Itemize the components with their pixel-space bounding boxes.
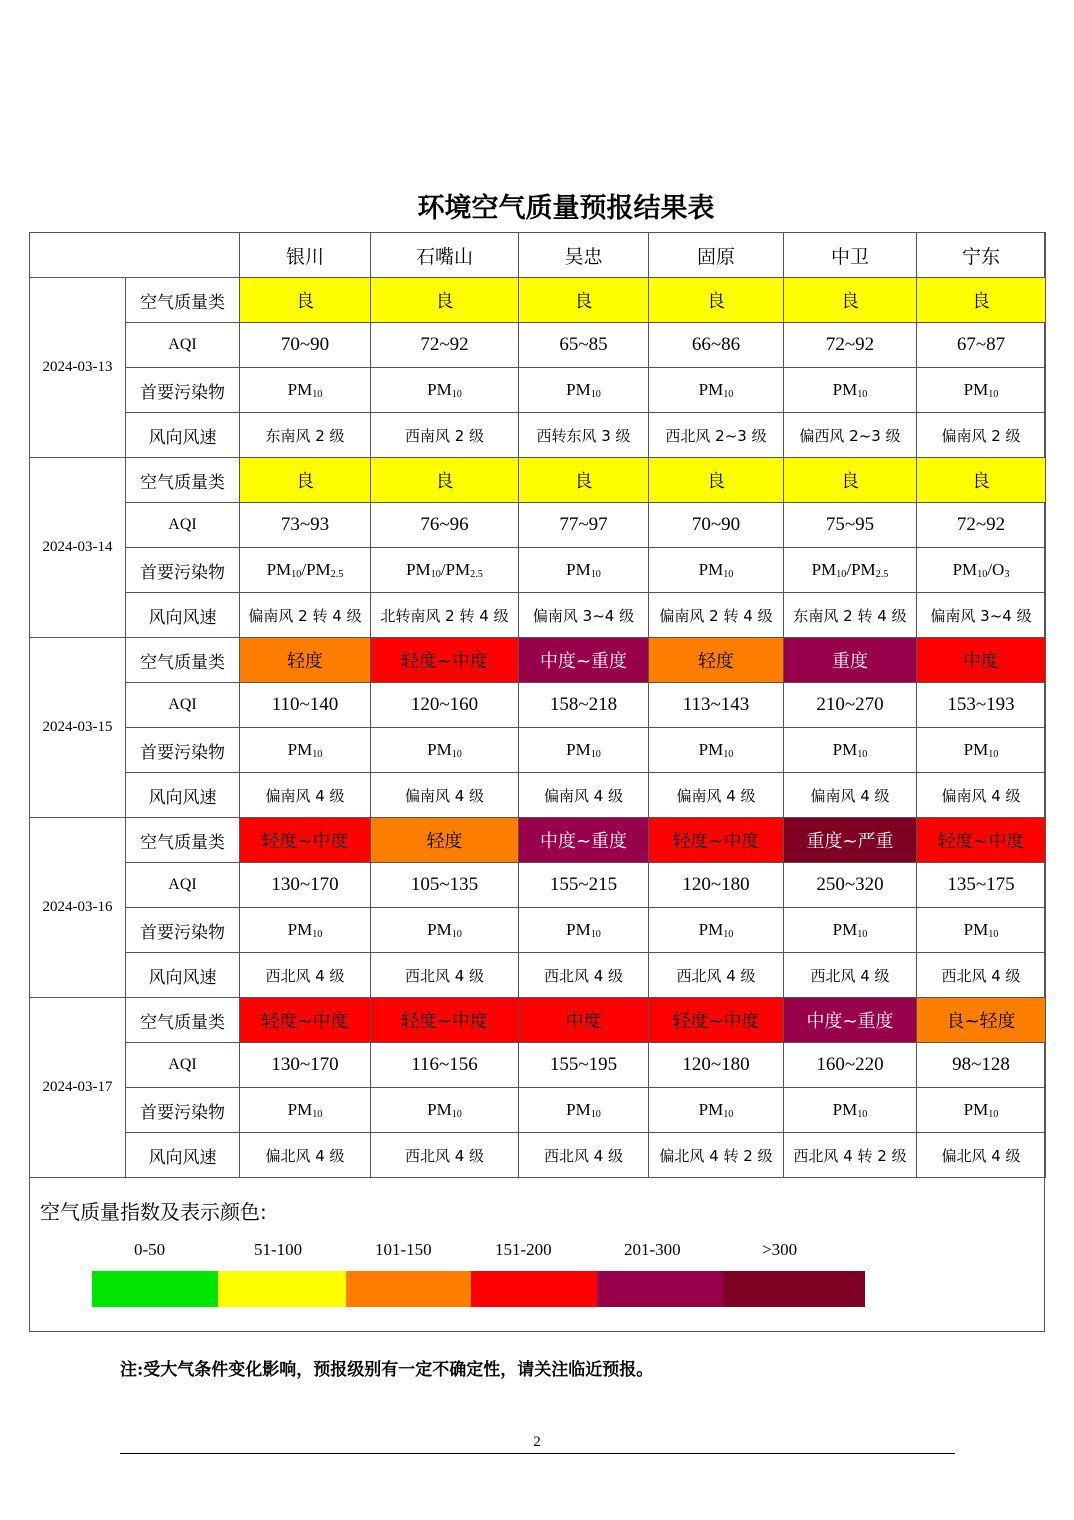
quality-cell: 轻度~中度	[371, 638, 519, 683]
pollutant-name: PM	[698, 560, 724, 579]
quality-cell: 良	[371, 278, 519, 323]
forecast-date: 2024-03-17	[30, 998, 126, 1178]
pollutant-cell	[371, 1088, 519, 1133]
page-number: 2	[533, 1434, 541, 1450]
pollutant-subscript: 2.5	[330, 569, 344, 581]
pollutant-subscript: 10	[430, 569, 441, 581]
pollutant-cell	[519, 368, 649, 413]
row-label-pollutant: 首要污染物	[126, 728, 240, 773]
pollutant-name: PM	[427, 920, 452, 939]
pollutant-cell	[649, 368, 784, 413]
aqi-cell: 72~92	[917, 503, 1046, 548]
pollutant-name: PM	[287, 380, 313, 399]
aqi-cell: 110~140	[240, 683, 371, 728]
quality-cell: 良	[784, 458, 917, 503]
aqi-cell: 98~128	[917, 1043, 1046, 1088]
pollutant-cell	[519, 728, 649, 773]
city-header: 银川	[240, 233, 371, 278]
quality-cell: 中度~重度	[784, 998, 917, 1043]
pollutant-name: PM	[698, 1100, 724, 1119]
row-label-aqi: AQI	[126, 503, 240, 548]
pollutant-cell	[519, 908, 649, 953]
pollutant-name: /PM	[440, 560, 471, 579]
pollutant-name: PM	[832, 920, 858, 939]
pollutant-subscript: 10	[312, 929, 323, 941]
aqi-cell: 76~96	[371, 503, 519, 548]
aqi-cell: 158~218	[519, 683, 649, 728]
legend-range-label: >300	[762, 1240, 798, 1259]
pollutant-name: PM	[952, 560, 978, 579]
pollutant-subscript: 10	[590, 569, 601, 581]
quality-cell: 轻度~中度	[240, 818, 371, 863]
row-label-pollutant: 首要污染物	[126, 1088, 240, 1133]
legend-title: 空气质量指数及表示颜色:	[40, 1200, 267, 1224]
city-header: 中卫	[784, 233, 917, 278]
pollutant-name: PM	[698, 740, 724, 759]
wind-cell: 偏南风 4 级	[784, 773, 917, 818]
pollutant-name: PM	[427, 1100, 452, 1119]
row-label-aqi: AQI	[126, 323, 240, 368]
pollutant-cell	[649, 1088, 784, 1133]
aqi-cell: 135~175	[917, 863, 1046, 908]
pollutant-name: PM	[406, 560, 431, 579]
pollutant-name: PM	[566, 380, 591, 399]
pollutant-subscript: 10	[977, 569, 988, 581]
pollutant-name: PM	[566, 560, 591, 579]
wind-cell: 偏北风 4 转 2 级	[649, 1133, 784, 1178]
pollutant-cell	[371, 728, 519, 773]
wind-cell: 偏南风 2 转 4 级	[649, 593, 784, 638]
aqi-cell: 120~180	[649, 1043, 784, 1088]
aqi-cell: 72~92	[784, 323, 917, 368]
pollutant-name: PM	[963, 740, 989, 759]
pollutant-subscript: 10	[857, 749, 868, 761]
legend-color-swatch	[597, 1271, 723, 1307]
wind-cell: 西北风 4 级	[519, 1133, 649, 1178]
wind-cell: 偏南风 4 级	[371, 773, 519, 818]
aqi-cell: 250~320	[784, 863, 917, 908]
wind-cell: 西北风 4 级	[371, 953, 519, 998]
aqi-cell: 66~86	[649, 323, 784, 368]
wind-cell: 偏南风 2 级	[917, 413, 1046, 458]
pollutant-subscript: 10	[451, 929, 462, 941]
row-label-wind: 风向风速	[126, 953, 240, 998]
wind-cell: 西北风 2~3 级	[649, 413, 784, 458]
pollutant-subscript: 10	[723, 929, 734, 941]
aqi-cell: 160~220	[784, 1043, 917, 1088]
wind-cell: 西北风 4 级	[519, 953, 649, 998]
pollutant-cell	[784, 368, 917, 413]
quality-cell: 良	[649, 458, 784, 503]
quality-cell: 中度~重度	[519, 638, 649, 683]
row-label-aqi: AQI	[126, 863, 240, 908]
quality-cell: 轻度~中度	[240, 998, 371, 1043]
aqi-cell: 113~143	[649, 683, 784, 728]
aqi-cell: 155~215	[519, 863, 649, 908]
aqi-cell: 120~160	[371, 683, 519, 728]
quality-cell: 轻度~中度	[917, 818, 1046, 863]
pollutant-name: PM	[566, 1100, 591, 1119]
pollutant-name: PM	[832, 1100, 858, 1119]
aqi-cell: 130~170	[240, 863, 371, 908]
pollutant-cell	[371, 908, 519, 953]
wind-cell: 偏南风 3~4 级	[519, 593, 649, 638]
aqi-cell: 67~87	[917, 323, 1046, 368]
legend-color-swatch	[346, 1271, 471, 1307]
pollutant-name: PM	[963, 920, 989, 939]
pollutant-subscript: 10	[451, 749, 462, 761]
pollutant-subscript: 10	[723, 569, 734, 581]
aqi-cell: 70~90	[240, 323, 371, 368]
aqi-cell: 130~170	[240, 1043, 371, 1088]
legend-color-swatch	[723, 1271, 865, 1307]
row-label-wind: 风向风速	[126, 1133, 240, 1178]
aqi-cell: 210~270	[784, 683, 917, 728]
pollutant-subscript: 10	[857, 929, 868, 941]
quality-cell: 良	[917, 458, 1046, 503]
aqi-cell: 120~180	[649, 863, 784, 908]
aqi-cell: 155~195	[519, 1043, 649, 1088]
pollutant-name: PM	[427, 380, 452, 399]
quality-cell: 中度	[917, 638, 1046, 683]
wind-cell: 西北风 4 级	[917, 953, 1046, 998]
quality-cell: 轻度	[371, 818, 519, 863]
aqi-cell: 153~193	[917, 683, 1046, 728]
pollutant-cell	[649, 908, 784, 953]
pollutant-cell	[784, 728, 917, 773]
row-label-quality: 空气质量类	[126, 458, 240, 503]
legend-range-label: 201-300	[624, 1240, 681, 1259]
forecast-table	[29, 232, 1046, 1178]
city-header: 宁东	[917, 233, 1046, 278]
row-label-wind: 风向风速	[126, 593, 240, 638]
pollutant-subscript: 10	[291, 569, 302, 581]
pollutant-cell	[240, 908, 371, 953]
wind-cell: 偏南风 3~4 级	[917, 593, 1046, 638]
forecast-date: 2024-03-16	[30, 818, 126, 998]
wind-cell: 西转东风 3 级	[519, 413, 649, 458]
row-label-aqi: AQI	[126, 683, 240, 728]
row-label-quality: 空气质量类	[126, 638, 240, 683]
quality-cell: 轻度~中度	[371, 998, 519, 1043]
pollutant-subscript: 10	[988, 929, 999, 941]
city-header: 吴忠	[519, 233, 649, 278]
pollutant-subscript: 10	[590, 1109, 601, 1121]
pollutant-subscript: 10	[988, 389, 999, 401]
wind-cell: 东南风 2 转 4 级	[784, 593, 917, 638]
aqi-cell: 72~92	[371, 323, 519, 368]
wind-cell: 偏南风 4 级	[649, 773, 784, 818]
pollutant-subscript: 10	[988, 1109, 999, 1121]
page-title: 环境空气质量预报结果表	[417, 193, 715, 224]
legend-range-label: 151-200	[495, 1240, 552, 1259]
wind-cell: 西北风 4 级	[649, 953, 784, 998]
pollutant-cell	[371, 548, 519, 593]
row-label-wind: 风向风速	[126, 413, 240, 458]
quality-cell: 重度~严重	[784, 818, 917, 863]
pollutant-subscript: 10	[836, 569, 847, 581]
wind-cell: 西南风 2 级	[371, 413, 519, 458]
quality-cell: 中度	[519, 998, 649, 1043]
pollutant-subscript: 10	[857, 1109, 868, 1121]
quality-cell: 良	[519, 278, 649, 323]
wind-cell: 西北风 4 级	[784, 953, 917, 998]
row-label-quality: 空气质量类	[126, 998, 240, 1043]
aqi-cell: 116~156	[371, 1043, 519, 1088]
legend-range-label: 51-100	[254, 1240, 303, 1259]
row-label-pollutant: 首要污染物	[126, 548, 240, 593]
pollutant-cell	[649, 548, 784, 593]
pollutant-name: /O	[987, 560, 1005, 579]
forecast-date: 2024-03-14	[30, 458, 126, 638]
header-corner	[30, 233, 240, 278]
pollutant-name: PM	[963, 1100, 989, 1119]
pollutant-subscript: 2.5	[875, 569, 889, 581]
row-label-wind: 风向风速	[126, 773, 240, 818]
pollutant-subscript: 10	[590, 389, 601, 401]
wind-cell: 北转南风 2 转 4 级	[371, 593, 519, 638]
pollutant-name: PM	[266, 560, 292, 579]
pollutant-subscript: 10	[312, 749, 323, 761]
pollutant-cell	[917, 908, 1046, 953]
pollutant-subscript: 10	[590, 749, 601, 761]
legend-color-swatch	[471, 1271, 597, 1307]
pollutant-cell	[519, 548, 649, 593]
quality-cell: 中度~重度	[519, 818, 649, 863]
aqi-cell: 75~95	[784, 503, 917, 548]
pollutant-subscript: 10	[451, 389, 462, 401]
footer-divider	[120, 1453, 955, 1454]
pollutant-cell	[649, 728, 784, 773]
pollutant-subscript: 10	[312, 389, 323, 401]
quality-cell: 良	[371, 458, 519, 503]
pollutant-cell	[240, 368, 371, 413]
pollutant-subscript: 3	[1004, 569, 1010, 581]
pollutant-cell	[784, 548, 917, 593]
city-header: 固原	[649, 233, 784, 278]
pollutant-subscript: 10	[723, 389, 734, 401]
row-label-aqi: AQI	[126, 1043, 240, 1088]
wind-cell: 偏西风 2~3 级	[784, 413, 917, 458]
pollutant-name: PM	[287, 1100, 313, 1119]
row-label-quality: 空气质量类	[126, 278, 240, 323]
pollutant-cell	[371, 368, 519, 413]
aqi-cell: 77~97	[519, 503, 649, 548]
wind-cell: 偏南风 4 级	[519, 773, 649, 818]
pollutant-name: PM	[287, 920, 313, 939]
quality-cell: 良	[519, 458, 649, 503]
pollutant-subscript: 10	[451, 1109, 462, 1121]
pollutant-name: PM	[811, 560, 837, 579]
footnote: 注:受大气条件变化影响，预报级别有一定不确定性，请关注临近预报。	[120, 1360, 654, 1380]
pollutant-name: PM	[832, 740, 858, 759]
pollutant-cell	[784, 908, 917, 953]
legend-color-swatch	[218, 1271, 346, 1307]
wind-cell: 西北风 4 转 2 级	[784, 1133, 917, 1178]
pollutant-cell	[917, 728, 1046, 773]
wind-cell: 偏南风 4 级	[917, 773, 1046, 818]
wind-cell: 西北风 4 级	[371, 1133, 519, 1178]
wind-cell: 西北风 4 级	[240, 953, 371, 998]
city-header: 石嘴山	[371, 233, 519, 278]
row-label-pollutant: 首要污染物	[126, 908, 240, 953]
pollutant-cell	[240, 548, 371, 593]
quality-cell: 良	[784, 278, 917, 323]
pollutant-cell	[240, 728, 371, 773]
wind-cell: 偏南风 4 级	[240, 773, 371, 818]
pollutant-name: PM	[698, 920, 724, 939]
quality-cell: 良	[240, 458, 371, 503]
pollutant-name: /PM	[301, 560, 331, 579]
quality-cell: 良	[917, 278, 1046, 323]
wind-cell: 偏北风 4 级	[917, 1133, 1046, 1178]
legend-range-label: 101-150	[375, 1240, 432, 1259]
wind-cell: 东南风 2 级	[240, 413, 371, 458]
quality-cell: 轻度	[240, 638, 371, 683]
wind-cell: 偏北风 4 级	[240, 1133, 371, 1178]
pollutant-subscript: 10	[857, 389, 868, 401]
pollutant-name: PM	[963, 380, 989, 399]
pollutant-cell	[519, 1088, 649, 1133]
forecast-date: 2024-03-13	[30, 278, 126, 458]
pollutant-subscript: 10	[723, 1109, 734, 1121]
pollutant-subscript: 10	[988, 749, 999, 761]
quality-cell: 良~轻度	[917, 998, 1046, 1043]
pollutant-name: PM	[427, 740, 452, 759]
pollutant-cell	[784, 1088, 917, 1133]
pollutant-name: PM	[566, 740, 591, 759]
pollutant-cell	[240, 1088, 371, 1133]
pollutant-name: PM	[698, 380, 724, 399]
pollutant-name: /PM	[846, 560, 876, 579]
pollutant-name: PM	[832, 380, 858, 399]
row-label-pollutant: 首要污染物	[126, 368, 240, 413]
quality-cell: 良	[240, 278, 371, 323]
pollutant-subscript: 2.5	[470, 569, 483, 581]
legend-color-swatch	[92, 1271, 218, 1307]
pollutant-cell	[917, 1088, 1046, 1133]
pollutant-subscript: 10	[312, 1109, 323, 1121]
aqi-cell: 105~135	[371, 863, 519, 908]
pollutant-name: PM	[287, 740, 313, 759]
quality-cell: 重度	[784, 638, 917, 683]
quality-cell: 轻度~中度	[649, 818, 784, 863]
quality-cell: 轻度	[649, 638, 784, 683]
pollutant-cell	[917, 368, 1046, 413]
aqi-cell: 65~85	[519, 323, 649, 368]
quality-cell: 良	[649, 278, 784, 323]
legend-range-label: 0-50	[134, 1240, 166, 1259]
forecast-date: 2024-03-15	[30, 638, 126, 818]
aqi-cell: 73~93	[240, 503, 371, 548]
wind-cell: 偏南风 2 转 4 级	[240, 593, 371, 638]
pollutant-cell	[917, 548, 1046, 593]
pollutant-subscript: 10	[590, 929, 601, 941]
quality-cell: 轻度~中度	[649, 998, 784, 1043]
pollutant-subscript: 10	[723, 749, 734, 761]
row-label-quality: 空气质量类	[126, 818, 240, 863]
aqi-cell: 70~90	[649, 503, 784, 548]
pollutant-name: PM	[566, 920, 591, 939]
